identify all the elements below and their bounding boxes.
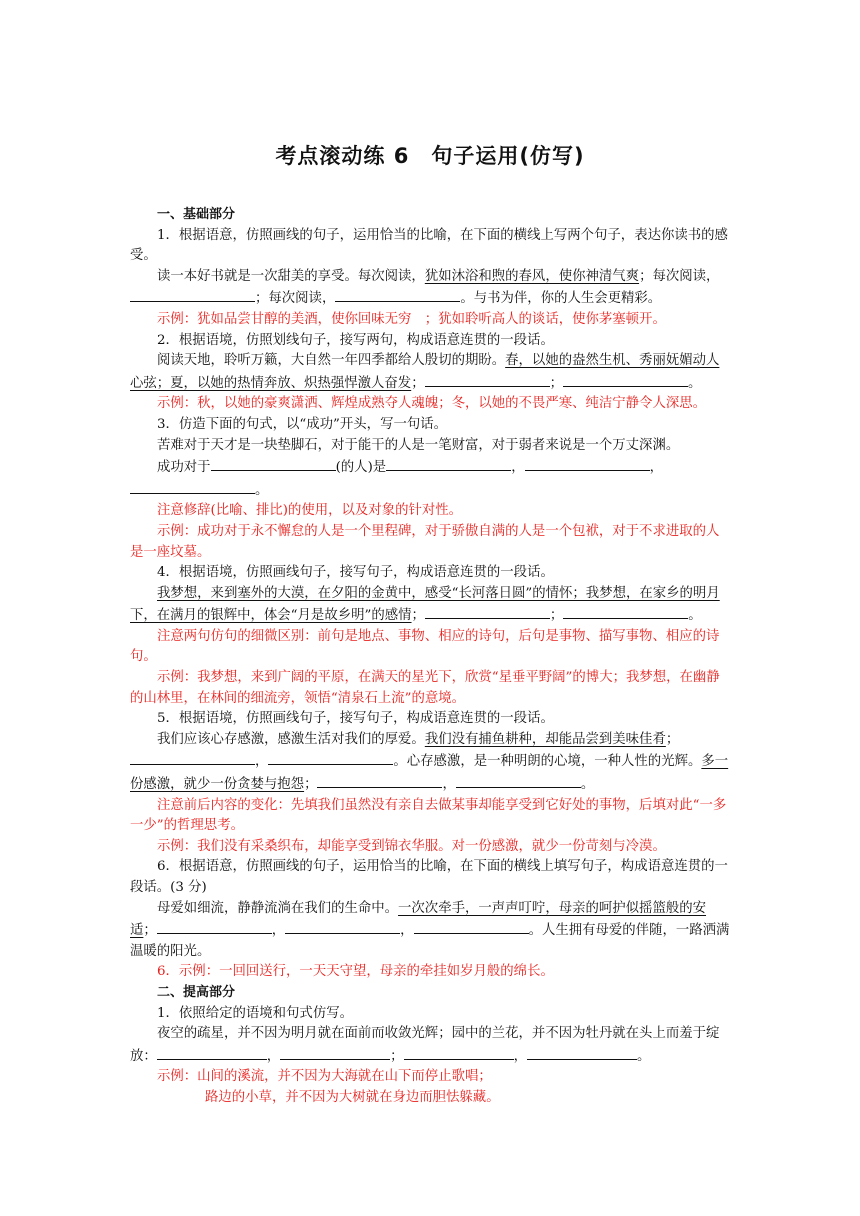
answer-blank[interactable] (130, 479, 255, 494)
q6-underlined: 一次次牵手，一声声叮咛，母亲的呵护似摇篮般的安适 (130, 900, 707, 939)
question-5-answer: 示例：我们没有采桑织布，却能享受到锦衣华服。对一份感激，就少一份苛刻与冷漠。 (157, 838, 666, 854)
q1-text-c: ；每次阅读， (255, 291, 336, 307)
advanced-question-1-answer-1: 示例：山间的溪流，并不因为大海就在山下而停止歌唱； (157, 1069, 492, 1085)
q1-text-b: ；每次阅读， (639, 268, 720, 284)
question-2-stem: 2．根据语境，仿照划线句子，接写两句，构成语意连贯的一段话。 (157, 332, 554, 348)
question-3-answer: 示例：成功对于永不懈怠的人是一个里程碑，对于骄傲自满的人是一个包袱，对于不求进取的人是一座坟墓。 (130, 523, 720, 560)
q3-mid: (的人)是 (335, 460, 387, 476)
q2-sep: ； (549, 375, 563, 391)
answer-blank[interactable] (527, 1045, 637, 1060)
q5-end: 。 (580, 777, 595, 793)
answer-blank[interactable] (157, 1045, 267, 1060)
question-4-note: 注意两句仿句的细微区别：前句是地点、事物、相应的诗句，后句是事物、描写事物、相应的诗句。 (130, 628, 720, 665)
answer-blank[interactable] (285, 919, 400, 934)
q1-underlined: 犹如沐浴和煦的春风，使你神清气爽 (424, 268, 640, 284)
q5-comma: ， (442, 777, 456, 793)
question-3-note: 注意修辞(比喻、排比)的使用，以及对象的针对性。 (157, 503, 463, 519)
p1-end: 。 (636, 1048, 651, 1064)
q6-text-b: 。人生拥有母爱的伴随，一路洒满温暖的阳光。 (130, 923, 730, 959)
advanced-question-1-text (130, 1024, 732, 1067)
p1-comma: ， (266, 1048, 281, 1064)
question-5-note: 注意前后内容的变化：先填我们虽然没有亲自去做某事却能享受到它好处的事物，后填对此“一多一少”的哲理思考。 (130, 797, 727, 834)
q5-underlined-b: 多一份感激，就少一份贪婪与抱怨 (130, 754, 729, 793)
answer-blank[interactable] (280, 1045, 390, 1060)
answer-blank[interactable] (563, 604, 688, 619)
answer-blank[interactable] (525, 456, 650, 471)
answer-blank[interactable] (130, 750, 255, 765)
q2-sep: ； (411, 375, 425, 391)
q3-lead: 成功对于 (157, 460, 211, 476)
question-5-stem: 5．根据语境，仿照画线句子，接写句子，构成语意连贯的一段话。 (157, 711, 554, 727)
question-3-stem: 3．仿造下面的句式，以“成功”开头，写一句话。 (157, 416, 448, 432)
question-4-stem: 4．根据语境，仿照画线句子，接写句子，构成语意连贯的一段话。 (157, 565, 554, 581)
answer-blank[interactable] (414, 919, 529, 934)
question-5-text (130, 730, 732, 796)
q2-underlined: 春，以她的盎然生机、秀丽妩媚动人心弦；夏，以她的热情奔放、炽热强悍激人奋发 (130, 353, 720, 391)
answer-blank[interactable] (130, 287, 255, 302)
question-2-answer: 示例：秋，以她的豪爽潇洒、辉煌成熟夺人魂魄；冬，以她的不畏严寒、纯洁宁静令人深思。 (157, 396, 707, 412)
q6-comma: ， (400, 923, 414, 939)
q5-underlined-a: 我们没有捕鱼耕种，却能品尝到美味佳肴 (424, 731, 666, 747)
q6-comma: ， (271, 923, 286, 939)
q5-semi: ； (304, 777, 318, 793)
answer-blank[interactable] (268, 750, 393, 765)
q4-sep: ； (549, 608, 564, 624)
q6-sep: ； (143, 923, 157, 939)
q1-text-d: 。与书为伴，你的人生会更精彩。 (460, 291, 662, 307)
document-body (130, 205, 732, 1109)
question-6-stem: 6．根据语意，仿照画线的句子，运用恰当的比喻，在下面的横线上填写句子，构成语意连贯的一段话。(3 分) (130, 859, 728, 895)
answer-blank[interactable] (317, 773, 442, 788)
question-1-text (130, 267, 732, 310)
q5-text-b: 。心存感激，是一种明朗的心境，一种人性的光辉。 (393, 754, 702, 770)
q2-end: 。 (687, 375, 702, 391)
q3-sep: ， (649, 460, 663, 476)
advanced-question-1-answer-2: 路边的小草，并不因为大树就在身边而胆怯躲藏。 (205, 1089, 500, 1105)
question-1-answer: 示例：犹如品尝甘醇的美酒，使你回味无穷 ；犹如聆听高人的谈话，使你茅塞顿开。 (157, 311, 666, 327)
question-4-answer: 示例：我梦想，来到广阔的平原，在满天的星光下，欣赏“星垂平野阔”的博大；我梦想，在幽静的山林里，在林间的细流旁，领悟“清泉石上流”的意境。 (130, 670, 720, 706)
answer-blank[interactable] (456, 773, 581, 788)
p1-text-a: 夜空的疏星，并不因为明月就在面前而收敛光辉；园中的兰花，并不因为牡丹就在头上而羞于绽放： (130, 1026, 720, 1064)
q4-underlined: 我梦想，来到塞外的大漠，在夕阳的金黄中，感受“长河落日圆”的情怀；我梦想，在家乡的明月下，在满月的银辉中，体会“月是故乡明”的感情 (130, 585, 720, 624)
q3-sep: ， (511, 460, 525, 476)
question-1-stem: 1．根据语意，仿照画线的句子，运用恰当的比喻，在下面的横线上写两个句子，表达你读书的感受。 (130, 227, 728, 264)
question-3-text: 苦难对于天才是一块垫脚石，对于能干的人是一笔财富，对于弱者来说是一个万丈深渊。 (157, 437, 680, 453)
p1-comma: ， (513, 1048, 527, 1064)
answer-blank[interactable] (563, 372, 688, 387)
answer-blank[interactable] (335, 287, 460, 302)
question-2-text (130, 351, 732, 394)
page-title: 考点滚动练 6 句子运用(仿写) (275, 144, 585, 168)
question-4-text (130, 584, 732, 627)
question-6-answer: 6．示例：一回回送行，一天天守望，母亲的牵挂如岁月般的绵长。 (157, 964, 554, 980)
q4-sep: ； (411, 608, 425, 624)
question-3-fill (130, 456, 732, 501)
q5-text-a: 我们应该心存感激，感激生活对我们的厚爱。 (157, 731, 425, 747)
q2-text-a: 阅读天地，聆听万籁，大自然一年四季都给人殷切的期盼。 (157, 353, 506, 369)
answer-blank[interactable] (386, 456, 511, 471)
q3-end: 。 (255, 482, 269, 498)
section-heading-advanced: 二、提高部分 (157, 984, 236, 1000)
question-6-text (130, 899, 732, 963)
q6-text-a: 母爱如细流，静静流淌在我们的生命中。 (157, 900, 399, 916)
answer-blank[interactable] (404, 1045, 514, 1060)
answer-blank[interactable] (425, 604, 550, 619)
q1-text-a: 读一本好书就是一次甜美的享受。每次阅读， (157, 268, 425, 284)
section-heading-basic: 一、基础部分 (157, 207, 236, 222)
advanced-question-1-stem: 1．依照给定的语境和句式仿写。 (157, 1005, 353, 1021)
answer-blank[interactable] (425, 372, 550, 387)
answer-blank[interactable] (157, 919, 272, 934)
answer-blank[interactable] (211, 456, 336, 471)
p1-semi: ； (390, 1048, 404, 1064)
q4-end: 。 (688, 608, 702, 624)
q5-comma: ， (255, 754, 269, 770)
q5-sep: ； (665, 731, 680, 747)
